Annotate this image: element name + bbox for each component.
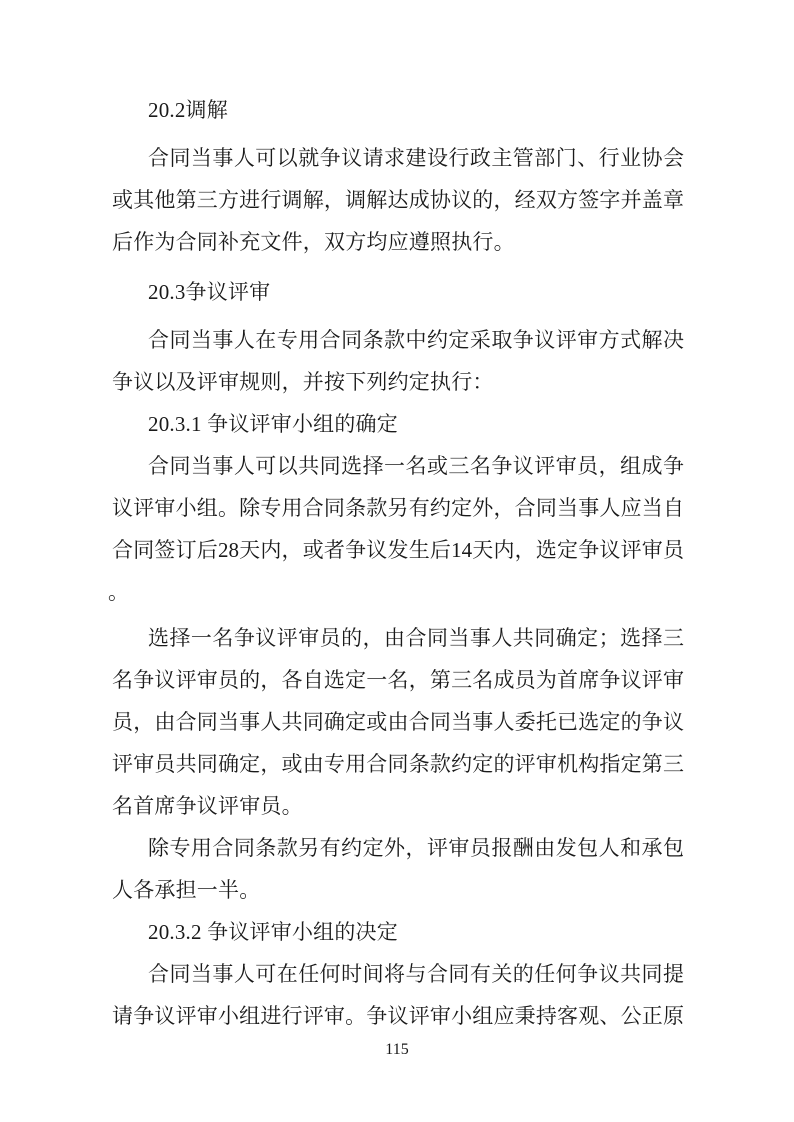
- paragraph-line: 选择一名争议评审员的，由合同当事人共同确定；选择三: [148, 626, 684, 650]
- paragraph-line: 请争议评审小组进行评审。争议评审小组应秉持客观、公正原: [112, 1004, 684, 1028]
- paragraph-line: 人各承担一半。: [112, 878, 261, 902]
- paragraph-line: 或其他第三方进行调解，调解达成协议的，经双方签字并盖章: [112, 188, 684, 212]
- paragraph-line: 评审员共同确定，或由专用合同条款约定的评审机构指定第三: [112, 752, 684, 776]
- section-heading-20-3-2: 20.3.2 争议评审小组的决定: [148, 920, 398, 944]
- paragraph-line: 合同签订后28天内，或者争议发生后14天内，选定争议评审员: [112, 538, 684, 562]
- paragraph-line: 争议以及评审规则，并按下列约定执行：: [112, 370, 494, 394]
- paragraph-line: 合同当事人可以共同选择一名或三名争议评审员，组成争: [148, 454, 684, 478]
- paragraph-line: 名首席争议评审员。: [112, 794, 303, 818]
- paragraph-line: 员，由合同当事人共同确定或由合同当事人委托已选定的争议: [112, 710, 684, 734]
- paragraph-line: 合同当事人可在任何时间将与合同有关的任何争议共同提: [148, 962, 684, 986]
- section-heading-20-2: 20.2调解: [148, 98, 228, 122]
- paragraph-line: 合同当事人可以就争议请求建设行政主管部门、行业协会: [148, 146, 684, 170]
- paragraph-line: 。: [108, 580, 130, 604]
- section-heading-20-3: 20.3争议评审: [148, 280, 271, 304]
- paragraph-line: 名争议评审员的，各自选定一名，第三名成员为首席争议评审: [112, 668, 684, 692]
- paragraph-line: 议评审小组。除专用合同条款另有约定外，合同当事人应当自: [112, 496, 684, 520]
- page-number: 115: [385, 1041, 409, 1058]
- paragraph-line: 除专用合同条款另有约定外，评审员报酬由发包人和承包: [148, 836, 684, 860]
- paragraph-line: 后作为合同补充文件，双方均应遵照执行。: [112, 230, 515, 254]
- paragraph-line: 合同当事人在专用合同条款中约定采取争议评审方式解决: [148, 328, 684, 352]
- section-heading-20-3-1: 20.3.1 争议评审小组的确定: [148, 412, 398, 436]
